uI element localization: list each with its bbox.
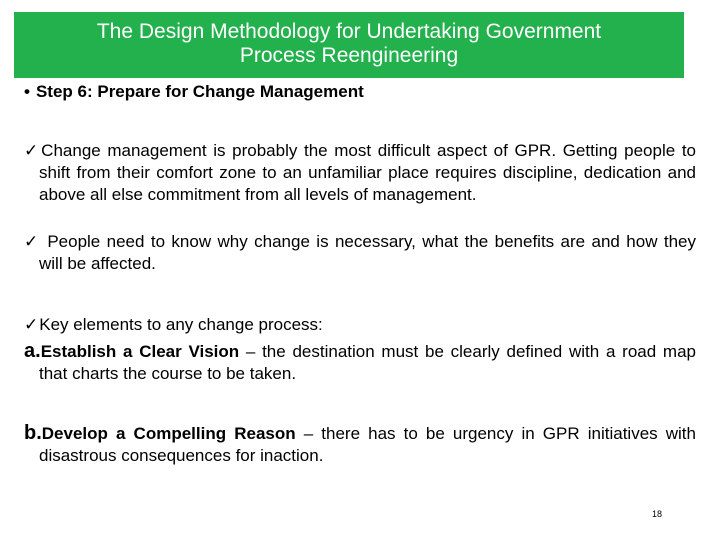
step-heading-text: Step 6: Prepare for Change Management: [35, 82, 364, 101]
point-people-need: [24, 231, 696, 275]
slide-title-bar: [14, 12, 684, 78]
slide-title-line-1: The Design Methodology for Undertaking Government: [96, 20, 602, 43]
page-number: 18: [652, 509, 663, 519]
point-change-management-text: Change management is probably the most difficult aspect of GPR. Getting people to shift from their comfort zone to an unfamiliar place requires discipline, dedication and above all else commitment from all levels of management.: [39, 141, 696, 204]
step-heading: [24, 82, 364, 102]
item-a-lead: Establish a Clear Vision: [40, 342, 240, 361]
item-a-marker: a.: [24, 340, 41, 362]
item-a-text: – the destination must be clearly defined with a road map that charts the course to be taken.: [39, 342, 696, 383]
item-b-lead: Develop a Compelling Reason: [41, 424, 296, 443]
bullet-icon: •: [24, 82, 30, 101]
point-key-elements-text: Key elements to any change process:: [39, 315, 323, 334]
item-a: [24, 340, 696, 385]
slide-title-line-2: Process Reengineering: [239, 44, 459, 67]
checkmark-icon: ✓: [24, 315, 39, 335]
checkmark-icon: ✓: [24, 232, 40, 252]
item-b-marker: b.: [24, 422, 42, 444]
point-change-management: [24, 140, 696, 206]
item-b: [24, 422, 696, 467]
point-people-need-text: People need to know why change is necessary, what the benefits are and how they will be affected.: [39, 232, 696, 273]
item-b-text: – there has to be urgency in GPR initiatives with disastrous consequences for inaction.: [39, 424, 696, 465]
point-key-elements: [24, 314, 696, 336]
checkmark-icon: ✓: [24, 141, 41, 161]
